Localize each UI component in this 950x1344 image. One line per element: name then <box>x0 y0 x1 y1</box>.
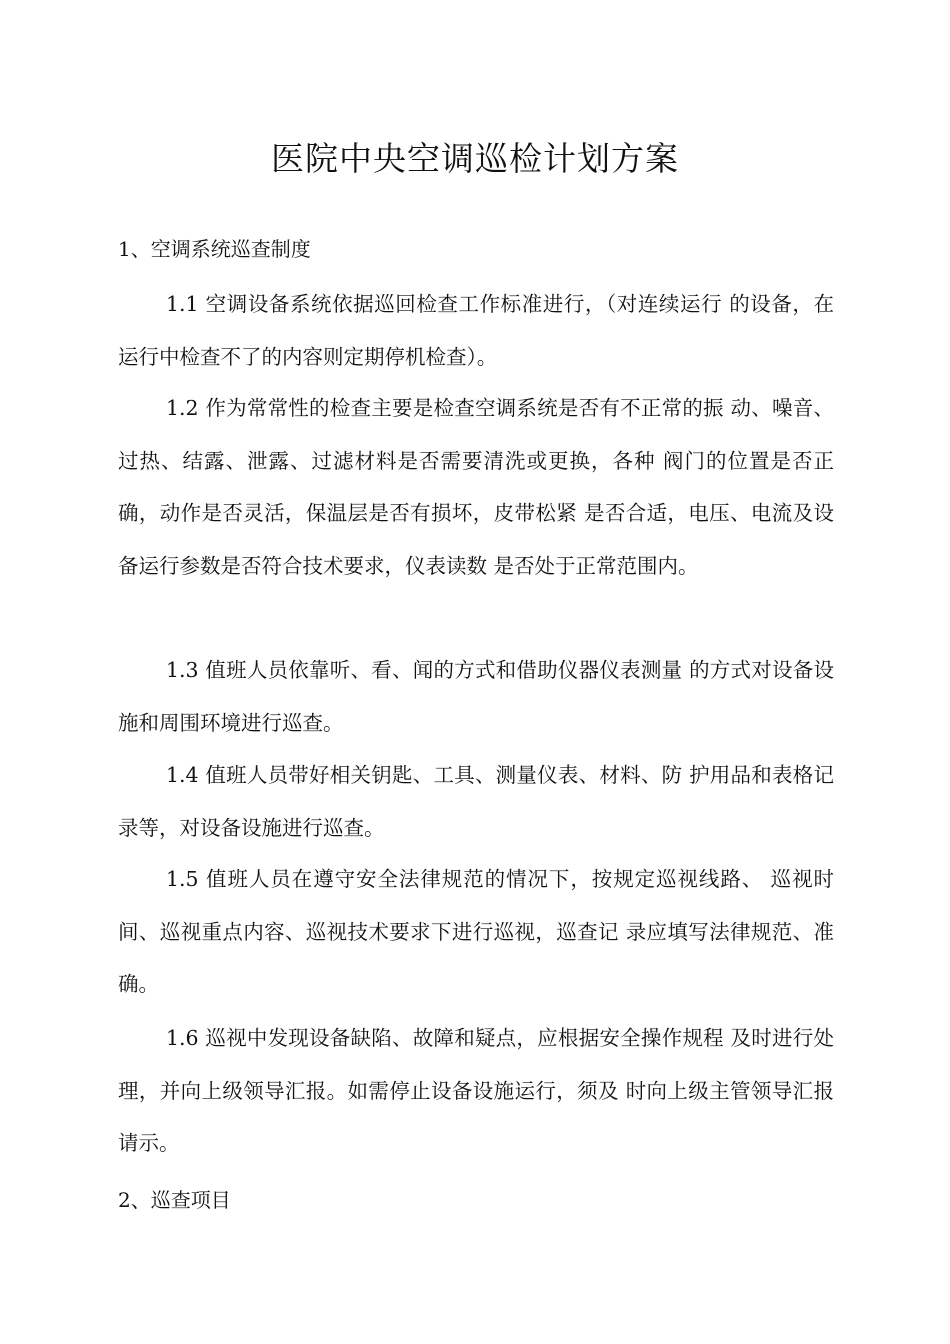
section-heading-patrol-items: 2、巡查项目 <box>118 1188 231 1212</box>
section-heading-patrol-system: 1、空调系统巡查制度 <box>118 237 311 261</box>
paragraph-1-6: 1.6 巡视中发现设备缺陷、故障和疑点，应根据安全操作规程 及时进行处理，并向上级领导汇报。如需停止设备设施运行，须及 时向上级主管领导汇报请示。 <box>118 1026 834 1155</box>
paragraph-1-1: 1.1 空调设备系统依据巡回检查工作标准进行，（对连续运行 的设备，在运行中检查不了的内容则定期停机检查）。 <box>118 292 834 369</box>
paragraph-1-3: 1.3 值班人员依靠听、看、闻的方式和借助仪器仪表测量 的方式对设备设施和周围环境进行巡查。 <box>118 658 834 735</box>
paragraph-1-4: 1.4 值班人员带好相关钥匙、工具、测量仪表、材料、防 护用品和表格记录等，对设备设施进行巡查。 <box>118 763 834 840</box>
page-title: 医院中央空调巡检计划方案 <box>271 139 679 178</box>
paragraph-1-2: 1.2 作为常常性的检查主要是检查空调系统是否有不正常的振 动、噪音、过热、结露、泄露、过滤材料是否需要清洗或更换，各种 阀门的位置是否正确，动作是否灵活，保温层是否有损坏，皮带松紧 是否合适，电压、电流及设备运行参数是否符合技术要求，仪表读数 是否处于正常范围内。 <box>118 396 834 578</box>
paragraph-1-5: 1.5 值班人员在遵守安全法律规范的情况下，按规定巡视线路、 巡视时间、巡视重点内容、巡视技术要求下进行巡视，巡查记 录应填写法律规范、准确。 <box>118 867 834 996</box>
